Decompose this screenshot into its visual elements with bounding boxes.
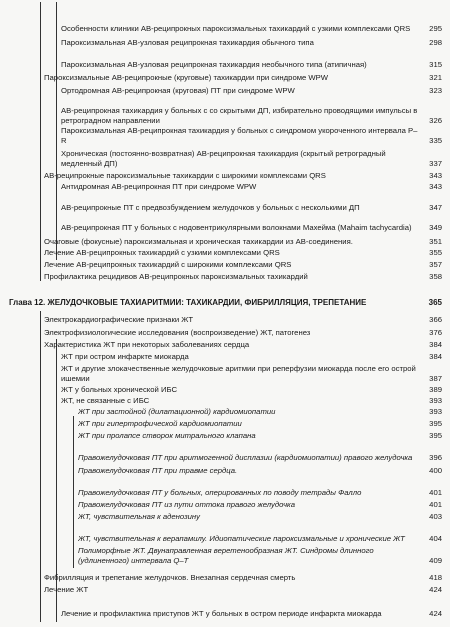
- toc-entry[interactable]: [44, 70, 442, 82]
- toc-entry[interactable]: [61, 179, 442, 191]
- chapter-heading[interactable]: [9, 286, 442, 308]
- toc-entry[interactable]: [44, 269, 442, 281]
- toc-entry-page: 384: [429, 351, 442, 361]
- toc-entry[interactable]: [61, 83, 442, 95]
- toc-entry-page: 387: [429, 373, 442, 383]
- toc-entry-page: 395: [429, 418, 442, 428]
- toc-entry-title: Полиморфные ЖТ. Двунаправленная веретенообразная ЖТ. Синдромы длинного (удлиненного) интервала Q–T: [78, 546, 374, 565]
- toc-entry-page: 321: [429, 72, 442, 82]
- toc-entry[interactable]: [44, 582, 442, 594]
- toc-entry[interactable]: [61, 12, 442, 33]
- toc-entry[interactable]: [44, 312, 442, 324]
- chapter-page: 365: [428, 298, 442, 308]
- toc-entry[interactable]: [78, 497, 442, 509]
- toc-entry[interactable]: [78, 428, 442, 440]
- toc-entry-title: Правожелудочковая ПТ при аритмогенной дисплазии (кардиомиопатии) правого желудочка: [78, 452, 413, 462]
- toc-rule-1: [40, 2, 41, 281]
- toc-entry-title: Лечение и профилактика приступов ЖТ у больных в остром периоде инфаркта миокарда: [61, 608, 382, 618]
- toc-entry[interactable]: [61, 596, 442, 618]
- toc-entry-title: Очаговые (фокусные) пароксизмальная и хроническая тахикардии из АВ-соединения.: [44, 236, 353, 246]
- toc-rule-3: [40, 311, 41, 622]
- toc-entry-title: Правожелудочковая ПТ из пути оттока правого желудочка: [78, 499, 295, 509]
- toc-entry-page: 403: [429, 511, 442, 521]
- toc-entry-title: Пароксизмальная АВ-реципрокная тахикардия у больных с синдромом укороченного интервала P–R: [61, 126, 418, 145]
- toc-entry-title: ЖТ при застойной (дилатационной) кардиомиопатии: [78, 406, 276, 416]
- toc-entry-page: 323: [429, 85, 442, 95]
- toc-entry[interactable]: [61, 125, 442, 145]
- toc-entry-title: Лечение ЖТ: [44, 584, 89, 594]
- chapter-title: Глава 12. ЖЕЛУДОЧКОВЫЕ ТАХИАРИТМИИ: ТАХИКАРДИИ, ФИБРИЛЛЯЦИЯ, ТРЕПЕТАНИЕ: [9, 298, 367, 308]
- toc-entry-title: АВ-реципрокная ПТ у больных с нодовентрикулярными волокнами Махейма (Mahaim tachycardia): [61, 222, 412, 232]
- toc-entry-title: ЖТ при пролапсе створок митрального клапана: [78, 430, 256, 440]
- toc-entry[interactable]: [78, 521, 442, 543]
- toc-entry-title: ЖТ, не связанные с ИБС: [61, 395, 150, 405]
- toc-entry-page: 409: [429, 555, 442, 565]
- toc-entry-title: ЖТ и другие злокачественные желудочковые аритмии при реперфузии миокарда после его острой ишемии: [61, 364, 416, 383]
- toc-entry-title: Электрокардиографические признаки ЖТ: [44, 314, 194, 324]
- toc-entry-title: Правожелудочковая ПТ при травме сердца.: [78, 465, 238, 475]
- toc-entry-page: 401: [429, 487, 442, 497]
- toc-entry-page: 357: [429, 259, 442, 269]
- toc-entry[interactable]: [78, 440, 442, 462]
- toc-entry-page: 376: [429, 327, 442, 337]
- toc-entry-title: Хроническая (постоянно-возвратная) АВ-реципрокная тахикардия (скрытый ретроградный медленный ДП): [61, 149, 386, 168]
- toc-entry[interactable]: [61, 361, 442, 383]
- toc-entry-title: ЖТ, чувствительная к аденозину: [78, 511, 200, 521]
- toc-entry[interactable]: [61, 349, 442, 361]
- toc-entry-page: 347: [429, 202, 442, 212]
- toc-entry-page: 351: [429, 236, 442, 246]
- toc-entry[interactable]: [78, 543, 442, 565]
- toc-entry-title: АВ-реципрокная тахикардия у больных с со скрытыми ДП, избирательно проводящими импульсы в ретроградном направлении: [61, 106, 418, 125]
- toc-entry[interactable]: [61, 191, 442, 212]
- toc-entry-page: 337: [429, 158, 442, 168]
- toc-entry-title: ЖТ, чувствительная к верапамилу. Идиопатические пароксизмальные и хронические ЖТ: [78, 533, 405, 543]
- toc-entry-page: 358: [429, 271, 442, 281]
- toc-rule-2: [56, 2, 57, 260]
- toc-entry-page: 396: [429, 452, 442, 462]
- toc-entry-page: 400: [429, 465, 442, 475]
- toc-entry[interactable]: [44, 325, 442, 337]
- toc-entry-title: Пароксизмальная АВ-узловая реципрокная тахикардия обычного типа: [61, 37, 314, 47]
- toc-entry[interactable]: [61, 48, 442, 69]
- toc-entry-page: 424: [429, 584, 442, 594]
- toc-entry-title: ЖТ при гипертрофической кардиомиопатии: [78, 418, 242, 428]
- toc-rule-5: [73, 416, 74, 568]
- toc-entry-page: 355: [429, 247, 442, 257]
- toc-entry-page: 418: [429, 572, 442, 582]
- toc-entry[interactable]: [78, 475, 442, 497]
- toc-entry-page: 298: [429, 37, 442, 47]
- toc-entry-title: Пароксизмальная АВ-узловая реципрокная тахикардия необычного типа (атипичная): [61, 59, 367, 69]
- toc-entry-title: АВ-реципрокные ПТ с предвозбуждением желудочков у больных с несколькими ДП: [61, 202, 360, 212]
- toc-entry[interactable]: [44, 570, 442, 582]
- toc-entry[interactable]: [61, 95, 442, 125]
- toc-entry-title: Правожелудочковая ПТ у больных, оперированных по поводу тетрады Фалло: [78, 487, 362, 497]
- toc-entry[interactable]: [61, 212, 442, 232]
- toc-entry[interactable]: [44, 257, 442, 269]
- toc-entry[interactable]: [78, 463, 442, 475]
- toc-entry[interactable]: [44, 245, 442, 257]
- toc-entry-title: Профилактика рецидивов АВ-реципрокных пароксизмальных тахикардий: [44, 271, 308, 281]
- toc-entry-page: 401: [429, 499, 442, 509]
- toc-entry-page: 404: [429, 533, 442, 543]
- toc-entry-page: 295: [429, 23, 442, 33]
- toc-entry-page: 315: [429, 59, 442, 69]
- toc-entry[interactable]: [61, 146, 442, 168]
- toc-entry-page: 326: [429, 115, 442, 125]
- toc-entry-page: 343: [429, 181, 442, 191]
- toc-entry-page: 393: [429, 406, 442, 416]
- toc-entry-title: Пароксизмальные АВ-реципрокные (круговые) тахикардии при синдроме WPW: [44, 72, 329, 82]
- toc-entry-page: 393: [429, 395, 442, 405]
- toc-entry-title: Особенности клиники АВ-реципрокных пароксизмальных тахикардий с узкими комплексами QRS: [61, 23, 411, 33]
- toc-entry-page: 349: [429, 222, 442, 232]
- toc-entry-title: Антидромная АВ-реципрокная ПТ при синдроме WPW: [61, 181, 257, 191]
- toc-entry[interactable]: [78, 416, 442, 428]
- toc-entry-title: Ортодромная АВ-реципрокная (круговая) ПТ при синдроме WPW: [61, 85, 295, 95]
- toc-entry-page: 343: [429, 170, 442, 180]
- toc-entry-title: ЖТ у больных хронической ИБС: [61, 384, 177, 394]
- toc-entry-page: 366: [429, 314, 442, 324]
- toc-entry[interactable]: [44, 337, 442, 349]
- toc-entry-page: 424: [429, 608, 442, 618]
- toc-entry[interactable]: [78, 509, 442, 521]
- toc-entry[interactable]: [61, 35, 442, 47]
- toc-entry-page: 395: [429, 430, 442, 440]
- toc-entry-title: ЖТ при остром инфаркте миокарда: [61, 351, 189, 361]
- toc-entry-title: Электрофизиологические исследования (воспроизведение) ЖТ, патогенез: [44, 327, 311, 337]
- toc-entry-title: Фибрилляция и трепетание желудочков. Внезапная сердечная смерть: [44, 572, 296, 582]
- toc-entry-title: АВ-реципрокные пароксизмальные тахикардии с широкими комплексами QRS: [44, 170, 326, 180]
- toc-entry-page: 389: [429, 384, 442, 394]
- toc-entry-title: Лечение АВ-реципрокных тахикардий с узкими комплексами QRS: [44, 247, 280, 257]
- toc-entry[interactable]: [78, 404, 442, 416]
- toc-entry-title: Характеристика ЖТ при некоторых заболеваниях сердца: [44, 339, 250, 349]
- toc-entry-page: 384: [429, 339, 442, 349]
- toc-entry-title: Лечение АВ-реципрокных тахикардий с широкими комплексами QRS: [44, 259, 292, 269]
- toc-entry-page: 335: [429, 135, 442, 145]
